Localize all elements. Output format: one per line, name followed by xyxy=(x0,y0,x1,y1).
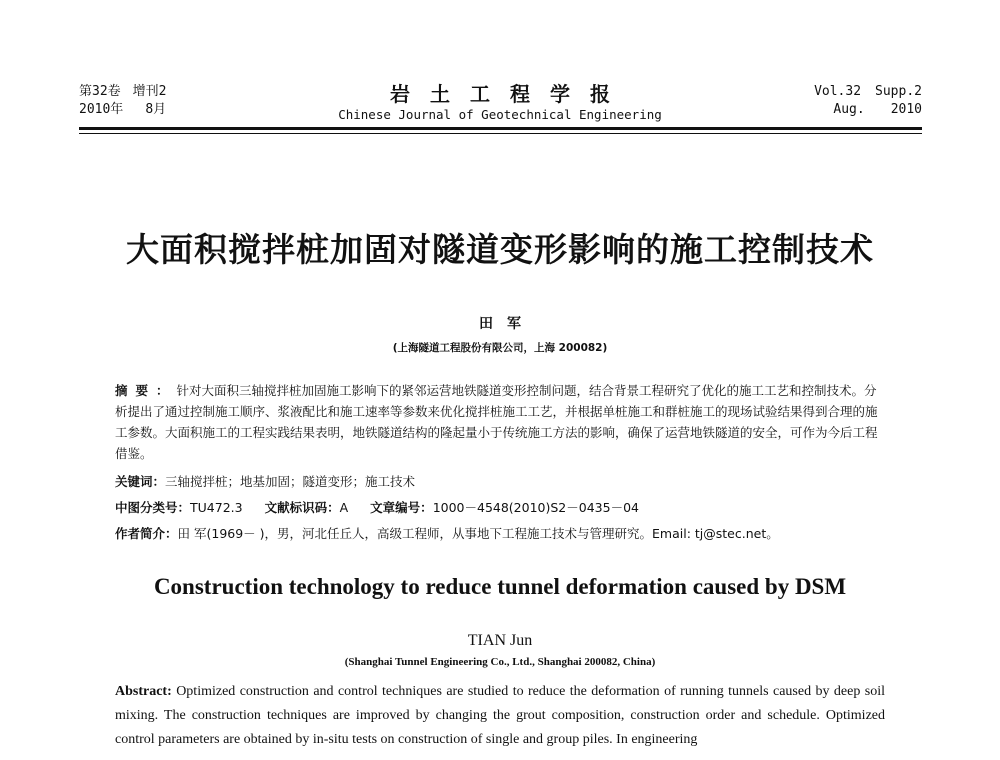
header-right-line2 xyxy=(814,101,922,119)
classification xyxy=(115,497,915,518)
month-en: Aug. xyxy=(833,102,865,117)
author-bio-text: 田 军(1969－ )，男，河北任丘人，高级工程师，从事地下工程施工技术与管理研究。Email: tj@stec.net。 xyxy=(177,526,779,541)
affiliation-en: (Shanghai Tunnel Engineering Co., Ltd., Shanghai 200082, China) xyxy=(344,656,656,668)
issue-cn: 增刊2 xyxy=(132,84,167,99)
abstract-en-text: Optimized construction and control techniques are studied to reduce the deformation of running tunnels caused by deep soil mixing. The construction techniques are improved by changing the grout composition, construction order and schedule. Optimized control parameters are obtained by in-situ tests on construction of single and group piles. In engineering xyxy=(115,684,885,747)
doc-code-value: A xyxy=(339,500,349,515)
keywords-text: 三轴搅拌桩；地基加固；隧道变形；施工技术 xyxy=(165,474,416,489)
article-no-label: 文章编号： xyxy=(370,500,433,515)
doc-code-label: 文献标识码： xyxy=(264,500,340,515)
header-right-line1 xyxy=(814,83,922,101)
header-rule-thick xyxy=(79,127,922,130)
author-en: TIAN Jun xyxy=(467,632,533,649)
volume-cn: 第32卷 xyxy=(79,84,121,99)
clc-value: TU472.3 xyxy=(190,500,243,515)
keywords xyxy=(115,471,915,492)
header-right xyxy=(814,83,922,119)
abstract-cn-text: 针对大面积三轴搅拌桩加固施工影响下的紧邻运营地铁隧道变形控制问题，结合背景工程研究了优化的施工工艺和控制技术。分析提出了通过控制施工顺序、浆液配比和施工速率等参数来优化搅拌桩施工工艺，并根据单桩施工和群桩施工的现场试验结果得到合理的施工参数。大面积施工的工程实践结果表明，地铁隧道结构的隆起量小于传统施工方法的影响，确保了运营地铁隧道的安全，可作为今后工程借鉴。 xyxy=(115,383,878,461)
abstract-cn-label: 摘要： xyxy=(115,383,177,398)
author-cn: 田军 xyxy=(479,316,535,332)
month-cn: 8月 xyxy=(145,102,167,117)
journal-title-cn: 岩土工程学报 xyxy=(390,82,630,106)
year-cn: 2010年 xyxy=(79,102,124,117)
paper-title-en: Construction technology to reduce tunnel deformation caused by DSM xyxy=(153,574,847,599)
year-en: 2010 xyxy=(890,102,922,117)
clc-label: 中图分类号： xyxy=(115,500,191,515)
journal-title-en: Chinese Journal of Geotechnical Engineering xyxy=(338,107,662,122)
abstract-en-label: Abstract: xyxy=(115,684,172,699)
header-rule-thin xyxy=(79,133,922,134)
author-bio xyxy=(115,523,915,544)
author-bio-label: 作者简介： xyxy=(115,526,178,541)
volume-en: Vol.32 xyxy=(814,84,862,99)
abstract-cn xyxy=(115,380,885,464)
abstract-en xyxy=(115,680,885,752)
issue-en: Supp.2 xyxy=(875,84,922,99)
article-no-value: 1000－4548(2010)S2－0435－04 xyxy=(432,500,639,515)
keywords-label: 关键词： xyxy=(115,474,166,489)
paper-title-cn: 大面积搅拌桩加固对隧道变形影响的施工控制技术 xyxy=(126,230,874,269)
affiliation-cn: (上海隧道工程股份有限公司，上海 200082) xyxy=(392,342,608,354)
